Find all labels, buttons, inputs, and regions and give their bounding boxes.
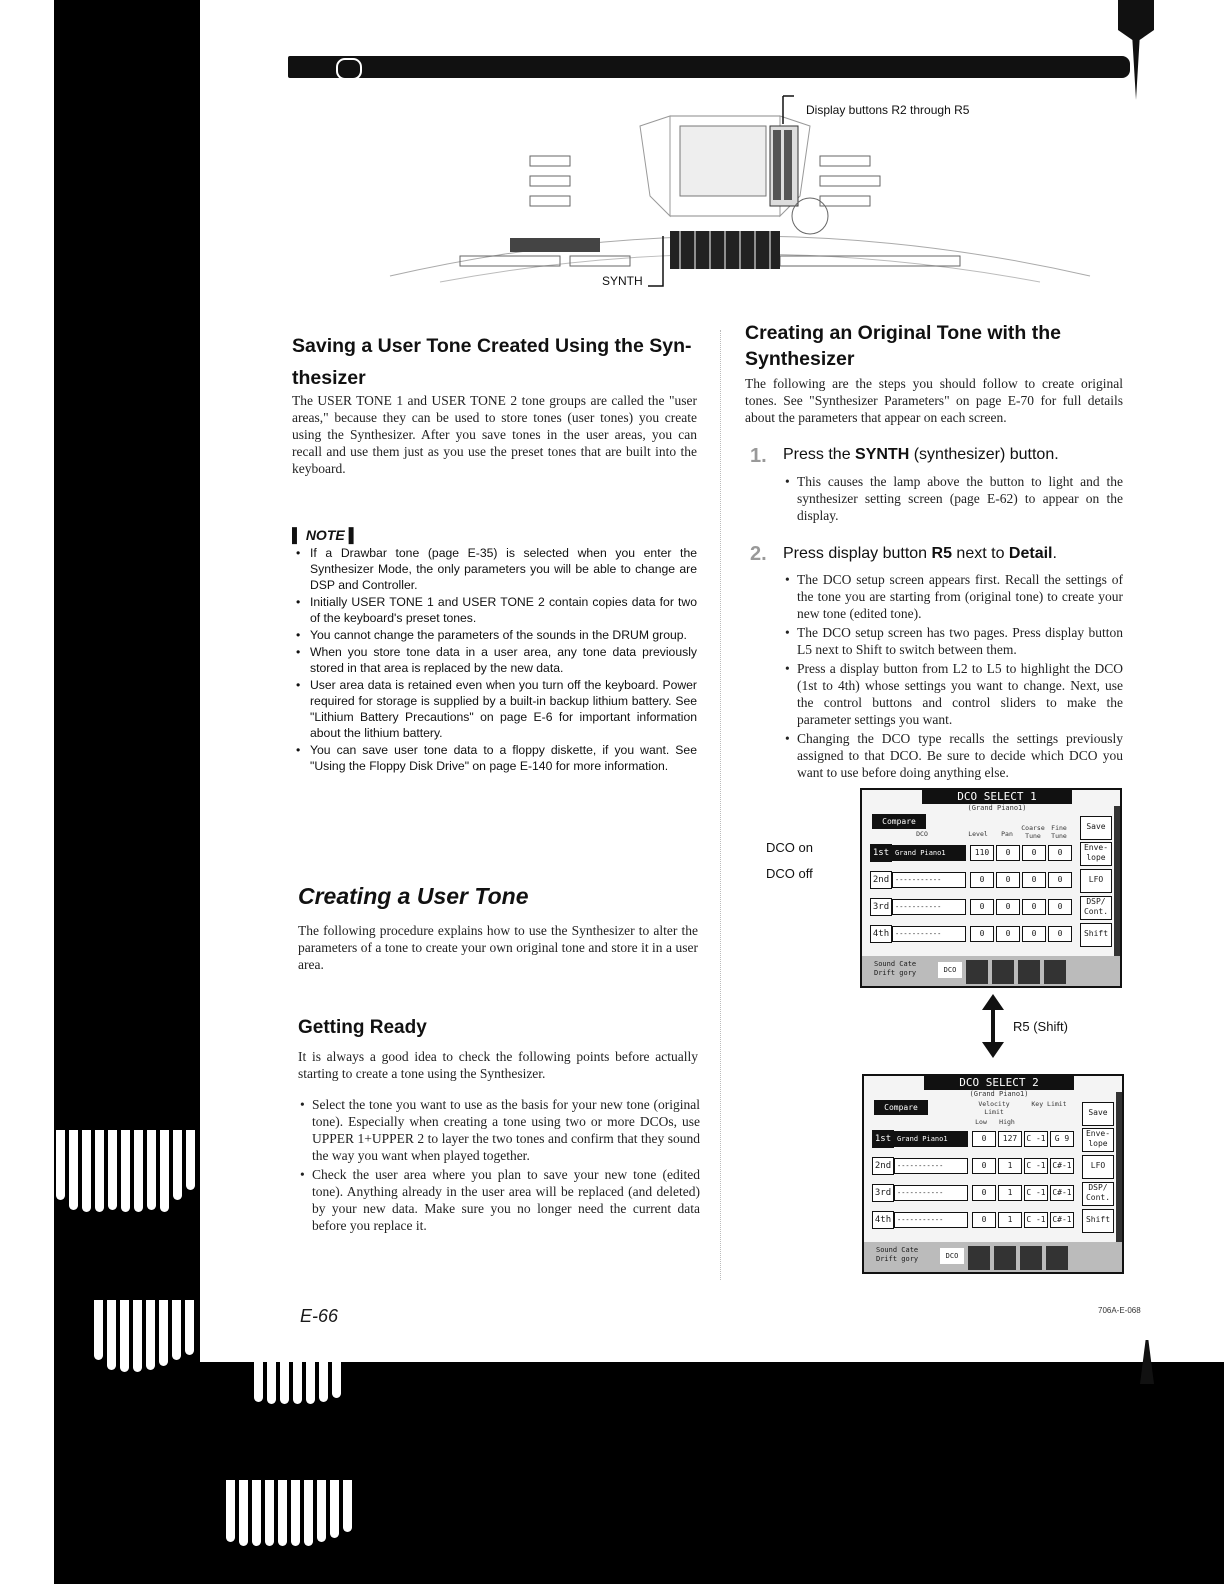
lcd1-row-pan: 0 (996, 845, 1020, 861)
keyboard-panel-diagram (380, 86, 1100, 312)
lcd1-row-coarse: 0 (1022, 845, 1046, 861)
lcd1-bottom-dco: DCO (938, 962, 962, 978)
note-mark-icon: ▌ (344, 527, 359, 543)
step-2-item: • The DCO setup screen has two pages. Press display button L5 next to Shift to switch between them. (783, 624, 1123, 658)
lcd1-row-pan: 0 (996, 899, 1020, 915)
lcd1-row-coarse: 0 (1022, 872, 1046, 888)
lcd1-row-4th (870, 923, 1080, 943)
note-item: • You cannot change the parameters of the sounds in the DRUM group. (292, 627, 697, 643)
lcd1-row-label: 4th (870, 925, 892, 943)
lcd1-row-fine: 0 (1048, 845, 1072, 861)
step-1 (750, 445, 767, 468)
lcd2-row-name: ----------- (894, 1185, 968, 1201)
lcd1-row-name: Grand Piano1 (892, 845, 966, 861)
lcd2-subtitle: (Grand Piano1) (969, 1090, 1029, 1098)
lcd2-row-vel-low: 0 (972, 1158, 996, 1174)
lcd2-row-vel-low: 0 (972, 1185, 996, 1201)
lcd1-row-level: 0 (970, 899, 994, 915)
lcd2-row-3rd (872, 1182, 1082, 1202)
step-1-title-post: (synthesizer) button. (909, 446, 1059, 463)
lcd1-row-label: 1st (870, 844, 892, 862)
lcd2-row-label: 4th (872, 1211, 894, 1229)
lcd1-row-coarse: 0 (1022, 899, 1046, 915)
step-1-item: • This causes the lamp above the button to light and the synthesizer setting screen (page E-62) to appear on the display. (783, 473, 1123, 524)
lcd2-bottom-slot (994, 1246, 1016, 1270)
lcd1-row-pan: 0 (996, 872, 1020, 888)
lcd2-row-vel-high: 1 (998, 1158, 1022, 1174)
label-display-buttons: Display buttons R2 through R5 (806, 103, 970, 117)
label-dco-off: DCO off (766, 866, 813, 881)
lcd2-col-velocity: Velocity Limit (978, 1100, 1010, 1116)
heading-getting-ready: Getting Ready (298, 1017, 427, 1038)
getting-ready-body: It is always a good idea to check the following points before actually starting to create a tone using the Synthesizer. (298, 1049, 698, 1081)
lcd1-row-label: 2nd (870, 871, 892, 889)
heading-creating-user-tone: Creating a User Tone (298, 883, 529, 909)
lcd2-row-name: ----------- (894, 1212, 968, 1228)
lcd1-row-name: ----------- (892, 926, 966, 942)
step-1-list (783, 473, 1123, 526)
step-2 (750, 543, 767, 566)
comb-decoration-3 (254, 1362, 341, 1404)
corner-label: 706A-E-068 (1098, 1306, 1141, 1315)
label-r5-shift: R5 (Shift) (1013, 1019, 1068, 1034)
lcd1-bottom-slot (1018, 960, 1040, 984)
lcd1-row-level: 0 (970, 872, 994, 888)
step-1-number: 1. (750, 445, 767, 467)
note-item: • Initially USER TONE 1 and USER TONE 2 contain copies data for two of the keyboard's preset tones. (292, 594, 697, 626)
lcd2-row-key-low: C -1 (1024, 1158, 1048, 1174)
comb-decoration-4 (226, 1480, 352, 1546)
lcd2-lfo-button: LFO (1082, 1155, 1114, 1179)
lcd1-col-dco: DCO (916, 830, 928, 838)
lcd1-row-fine: 0 (1048, 899, 1072, 915)
lcd1-col-fine: Fine Tune (1051, 824, 1067, 840)
lcd2-bottom-slot (1046, 1246, 1068, 1270)
comb-decoration-1 (56, 1130, 195, 1212)
note-item: • If a Drawbar tone (page E-35) is selected when you enter the Synthesizer Mode, the only parameters you will be able to change are DSP and Controller. (292, 545, 697, 593)
lcd2-bottom-slot (1020, 1246, 1042, 1270)
lcd1-side-bar (1114, 806, 1120, 956)
lcd1-bottom-bar (862, 956, 1120, 986)
lcd2-row-1st (872, 1128, 1082, 1148)
lcd1-row-fine: 0 (1048, 872, 1072, 888)
lcd1-bottom-slot (966, 960, 988, 984)
step-2-title-bold2: Detail (1008, 545, 1053, 562)
lcd1-row-3rd (870, 896, 1080, 916)
lcd1-bottom-slot (1044, 960, 1066, 984)
comb-decoration-2 (94, 1300, 194, 1372)
lcd1-bottom-left: Sound Cate Drift gory (874, 960, 917, 977)
lcd2-bottom-slot (968, 1246, 990, 1270)
lcd2-compare-button: Compare (874, 1100, 928, 1115)
lcd2-col-key: Key Limit (1031, 1100, 1067, 1108)
header-bar-marker (336, 58, 362, 80)
lcd1-col-coarse: Coarse Tune (1021, 824, 1045, 840)
lcd1-save-button: Save (1080, 816, 1112, 840)
lcd1-row-label: 3rd (870, 898, 892, 916)
lcd2-row-vel-high: 1 (998, 1185, 1022, 1201)
original-body: The following are the steps you should follow to create original tones. See "Synthesizer Parameters" on page E-70 for full details about the parameters that appear on each screen. (745, 376, 1123, 425)
lcd1-row-name: ----------- (892, 872, 966, 888)
lcd2-row-4th (872, 1209, 1082, 1229)
lcd2-row-key-low: C -1 (1024, 1185, 1048, 1201)
lcd2-row-vel-high: 127 (998, 1131, 1022, 1147)
header-bar (288, 56, 1130, 78)
step-1-title-bold: SYNTH (855, 446, 910, 463)
note-item: • When you store tone data in a user area, any tone data previously stored in that area is replaced by the new data. (292, 644, 697, 676)
lcd2-row-label: 2nd (872, 1157, 894, 1175)
lcd2-title: DCO SELECT 2 (924, 1076, 1074, 1090)
heading-saving-user-tone: Saving a User Tone Created Using the Syn- thesizer (292, 335, 692, 389)
note-title-text: NOTE (305, 527, 345, 543)
lcd1-dsp-button: DSP/ Cont. (1080, 896, 1112, 920)
lcd-screen-dco-select-2 (862, 1074, 1124, 1274)
lcd2-row-label: 3rd (872, 1184, 894, 1202)
lcd2-row-key-low: C -1 (1024, 1212, 1048, 1228)
column-divider (720, 330, 722, 1280)
lcd1-row-level: 0 (970, 926, 994, 942)
lcd1-compare-button: Compare (872, 814, 926, 829)
lcd2-row-key-low: C -1 (1024, 1131, 1048, 1147)
label-dco-on: DCO on (766, 840, 813, 855)
lcd2-row-2nd (872, 1155, 1082, 1175)
lcd1-row-name: ----------- (892, 899, 966, 915)
saving-body: The USER TONE 1 and USER TONE 2 tone groups are called the "user areas," because they can be used to store tones (user tones) you create using the Synthesizer. After you save tones in the user areas, you can recall and use them just as you use the preset tones that are built into the keyboard. (292, 393, 697, 476)
creating-body: The following procedure explains how to use the Synthesizer to alter the parameters of a tone to create your own original tone and store it in a user area. (298, 923, 698, 972)
step-2-item: • The DCO setup screen appears first. Recall the settings of the tone you are starting from (original tone) to create your new tone (edited tone). (783, 571, 1123, 622)
note-item: • User area data is retained even when you turn off the keyboard. Power required for storage is supplied by a built-in backup lithium battery. See "Lithium Battery Precautions" on page E-6 for important information about the lithium battery. (292, 677, 697, 741)
lcd2-row-name: Grand Piano1 (894, 1131, 968, 1147)
lcd2-shift-button: Shift (1082, 1209, 1114, 1233)
label-synth: SYNTH (602, 274, 643, 288)
up-down-arrow-icon (980, 994, 1006, 1058)
step-2-item: • Press a display button from L2 to L5 to highlight the DCO (1st to 4th) whose settings you want to change. Next, use the control buttons and control sliders to make the parameter settings you want. (783, 660, 1123, 728)
getting-ready-list (298, 1096, 700, 1236)
lcd-screen-dco-select-1 (860, 788, 1122, 988)
page-number: E-66 (300, 1306, 339, 1326)
lcd1-envelope-button: Enve-lope (1080, 842, 1112, 866)
step-2-title (783, 545, 1057, 563)
lcd2-row-name: ----------- (894, 1158, 968, 1174)
step-2-number: 2. (750, 543, 767, 565)
lcd2-bottom-bar (864, 1242, 1122, 1272)
lcd2-row-key-high: G 9 (1050, 1131, 1074, 1147)
step-2-title-bold: R5 (931, 545, 952, 562)
step-2-title-mid: next to (951, 545, 1009, 562)
step-2-item: • Changing the DCO type recalls the settings previously assigned to that DCO. Be sure to decide which DCO you want to use before doing anything else. (783, 730, 1123, 781)
lcd2-row-key-high: C#-1 (1050, 1158, 1074, 1174)
step-2-title-post: . (1052, 545, 1057, 562)
lcd1-row-level: 110 (970, 845, 994, 861)
lcd1-bottom-slot (992, 960, 1014, 984)
lcd2-row-vel-low: 0 (972, 1212, 996, 1228)
lcd1-subtitle: (Grand Piano1) (967, 804, 1027, 812)
lcd2-row-key-high: C#-1 (1050, 1185, 1074, 1201)
lcd2-bottom-dco: DCO (940, 1248, 964, 1264)
lcd2-col-high: High (999, 1118, 1015, 1126)
getting-ready-item: • Check the user area where you plan to save your new tone (edited tone). Anything already in the user area will be replaced (and deleted) by your new data. Make sure you no longer need the current data before you replace it. (298, 1166, 700, 1234)
note-item: • You can save user tone data to a floppy diskette, if you want. See "Using the Floppy Disk Drive" on page E-140 for more information. (292, 742, 697, 774)
lcd1-shift-button: Shift (1080, 923, 1112, 947)
heading-original-tone: Creating an Original Tone with the Synthesizer (745, 322, 1061, 370)
lcd2-save-button: Save (1082, 1102, 1114, 1126)
lcd2-dsp-button: DSP/ Cont. (1082, 1182, 1114, 1206)
step-2-list (783, 571, 1123, 783)
lcd1-row-pan: 0 (996, 926, 1020, 942)
lcd1-row-fine: 0 (1048, 926, 1072, 942)
getting-ready-item: • Select the tone you want to use as the basis for your new tone (original tone). Especially when creating a tone using two or more DCOs, use UPPER 1+UPPER 2 to layer the two tones and confirm that they sound the way you want when played together. (298, 1096, 700, 1164)
lcd1-row-2nd (870, 869, 1080, 889)
lcd2-row-label: 1st (872, 1130, 894, 1148)
step-2-title-pre: Press display button (783, 545, 932, 562)
lcd2-side-bar (1116, 1092, 1122, 1242)
lcd1-col-pan: Pan (1001, 830, 1013, 838)
step-1-title (783, 446, 1059, 464)
lcd2-row-key-high: C#-1 (1050, 1212, 1074, 1228)
note-mark-icon: ▌ (292, 527, 306, 543)
note-title (292, 527, 359, 543)
lcd2-col-low: Low (975, 1118, 987, 1126)
lcd1-lfo-button: LFO (1080, 869, 1112, 893)
scan-border-bottom (54, 1362, 1224, 1584)
lcd1-row-coarse: 0 (1022, 926, 1046, 942)
note-list (292, 545, 697, 775)
lcd1-row-1st (870, 842, 1080, 862)
step-1-title-pre: Press the (783, 446, 856, 463)
lcd2-envelope-button: Enve-lope (1082, 1128, 1114, 1152)
lcd1-title: DCO SELECT 1 (922, 790, 1072, 804)
scan-right-margin (1130, 0, 1224, 1362)
lcd2-row-vel-low: 0 (972, 1131, 996, 1147)
lcd2-bottom-left: Sound Cate Drift gory (876, 1246, 919, 1263)
lcd2-row-vel-high: 1 (998, 1212, 1022, 1228)
lcd1-col-level: Level (968, 830, 988, 838)
